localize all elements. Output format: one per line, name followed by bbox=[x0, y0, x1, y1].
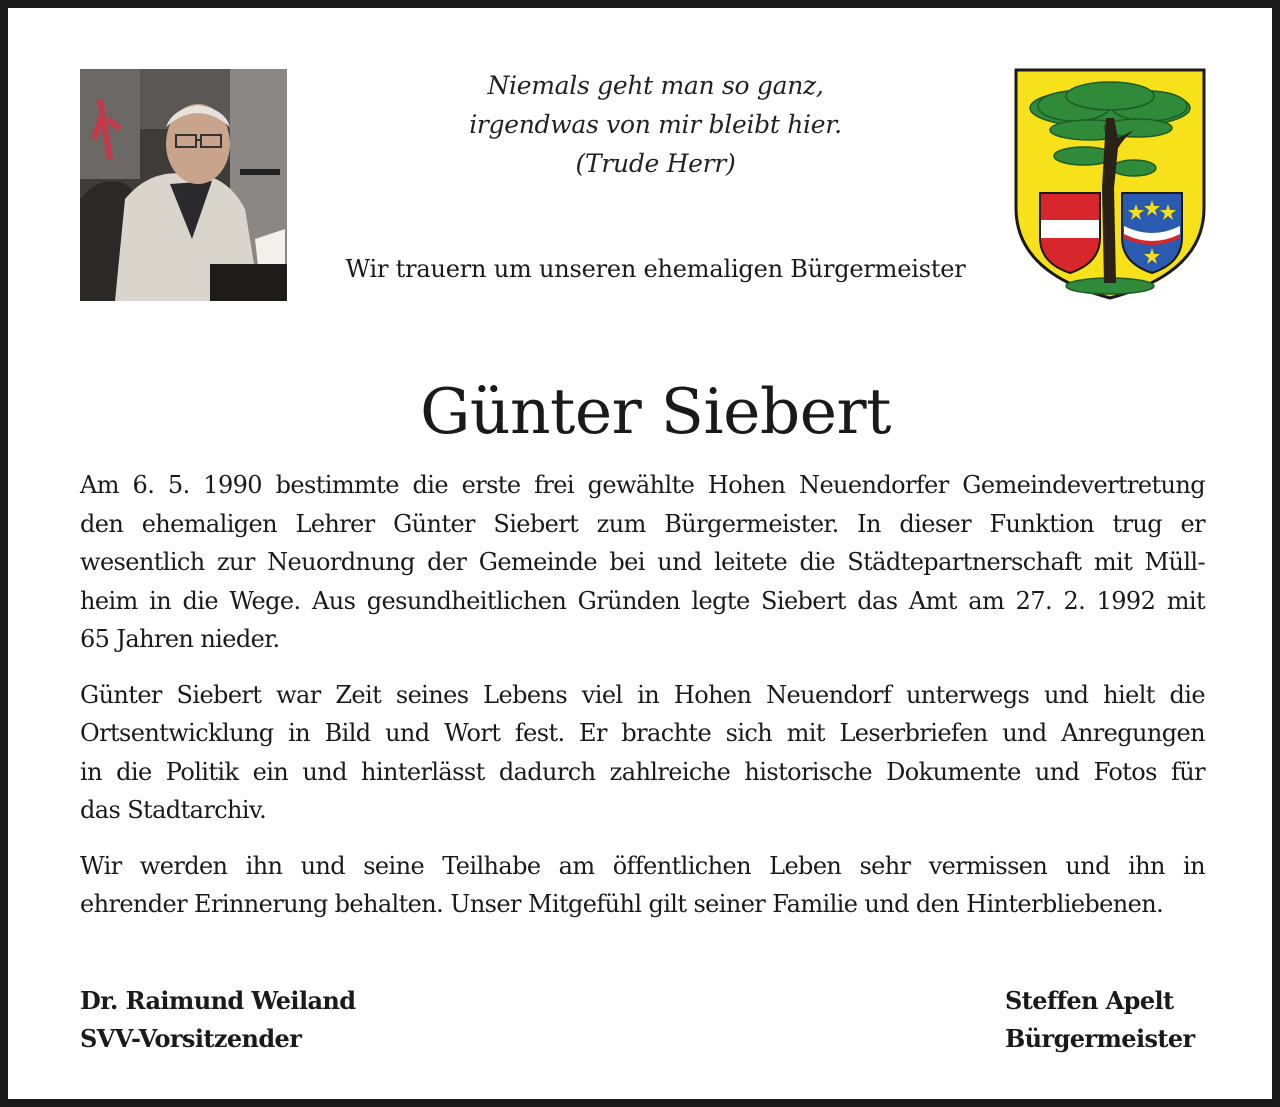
text-line: ehrender Erinnerung behalten. Unser Mitgefühl gilt seiner Familie und den Hinterbliebenen. bbox=[80, 890, 1164, 918]
quote-author: (Trude Herr) bbox=[575, 149, 736, 178]
paragraph bbox=[80, 676, 1205, 830]
text-line: 65 Jahren nieder. bbox=[80, 625, 280, 653]
coat-of-arms-icon bbox=[1014, 68, 1206, 300]
signatory-role: SVV-Vorsitzender bbox=[80, 1024, 302, 1053]
deceased-name: Günter Siebert bbox=[420, 375, 891, 449]
obituary-notice bbox=[8, 8, 1272, 1099]
text-line: Wir werden ihn und seine Teilhabe am öffentlichen Leben sehr vermissen und ihn in bbox=[80, 851, 1205, 880]
quote-line: Niemals geht man so ganz, bbox=[487, 71, 824, 100]
paragraph bbox=[80, 847, 1205, 924]
text-line: das Stadtarchiv. bbox=[80, 796, 267, 824]
quote-line: irgendwas von mir bleibt hier. bbox=[469, 110, 842, 139]
text-line: wesentlich zur Neuordnung der Gemeinde bei und leitete die Städtepartnerschaft mit Müll- bbox=[80, 548, 1205, 576]
text-line: den ehemaligen Lehrer Günter Siebert zum Bürgermeister. In dieser Funktion trug er bbox=[80, 509, 1205, 538]
paragraph bbox=[80, 466, 1205, 659]
text-line: Am 6. 5. 1990 bestimmte die erste frei gewählte Hohen Neuendorfer Gemeindevertretung bbox=[80, 471, 1205, 499]
signature-right bbox=[1005, 982, 1195, 1058]
text-line: in die Politik ein und hinterlässt dadurch zahlreiche historische Dokumente und Fotos für bbox=[80, 757, 1205, 786]
portrait-photo bbox=[80, 69, 287, 301]
signatory-role: Bürgermeister bbox=[1005, 1024, 1195, 1053]
quote bbox=[388, 66, 923, 183]
body-text bbox=[80, 466, 1205, 941]
signature-left bbox=[80, 982, 355, 1058]
text-line: Günter Siebert war Zeit seines Lebens viel in Hohen Neuendorf unterwegs und hielt die bbox=[80, 680, 1205, 709]
text-line: Ortsentwicklung in Bild und Wort fest. Er brachte sich mit Leserbriefen und Anregungen bbox=[80, 719, 1205, 747]
signatory-name: Steffen Apelt bbox=[1005, 986, 1174, 1015]
text-line: heim in die Wege. Aus gesundheitlichen Gründen legte Siebert das Amt am 27. 2. 1992 mit bbox=[80, 586, 1205, 615]
signatory-name: Dr. Raimund Weiland bbox=[80, 986, 356, 1015]
portrait-icon bbox=[80, 69, 287, 301]
coat-of-arms bbox=[1014, 68, 1206, 300]
intro-line: Wir trauern um unseren ehemaligen Bürgermeister bbox=[345, 255, 966, 283]
